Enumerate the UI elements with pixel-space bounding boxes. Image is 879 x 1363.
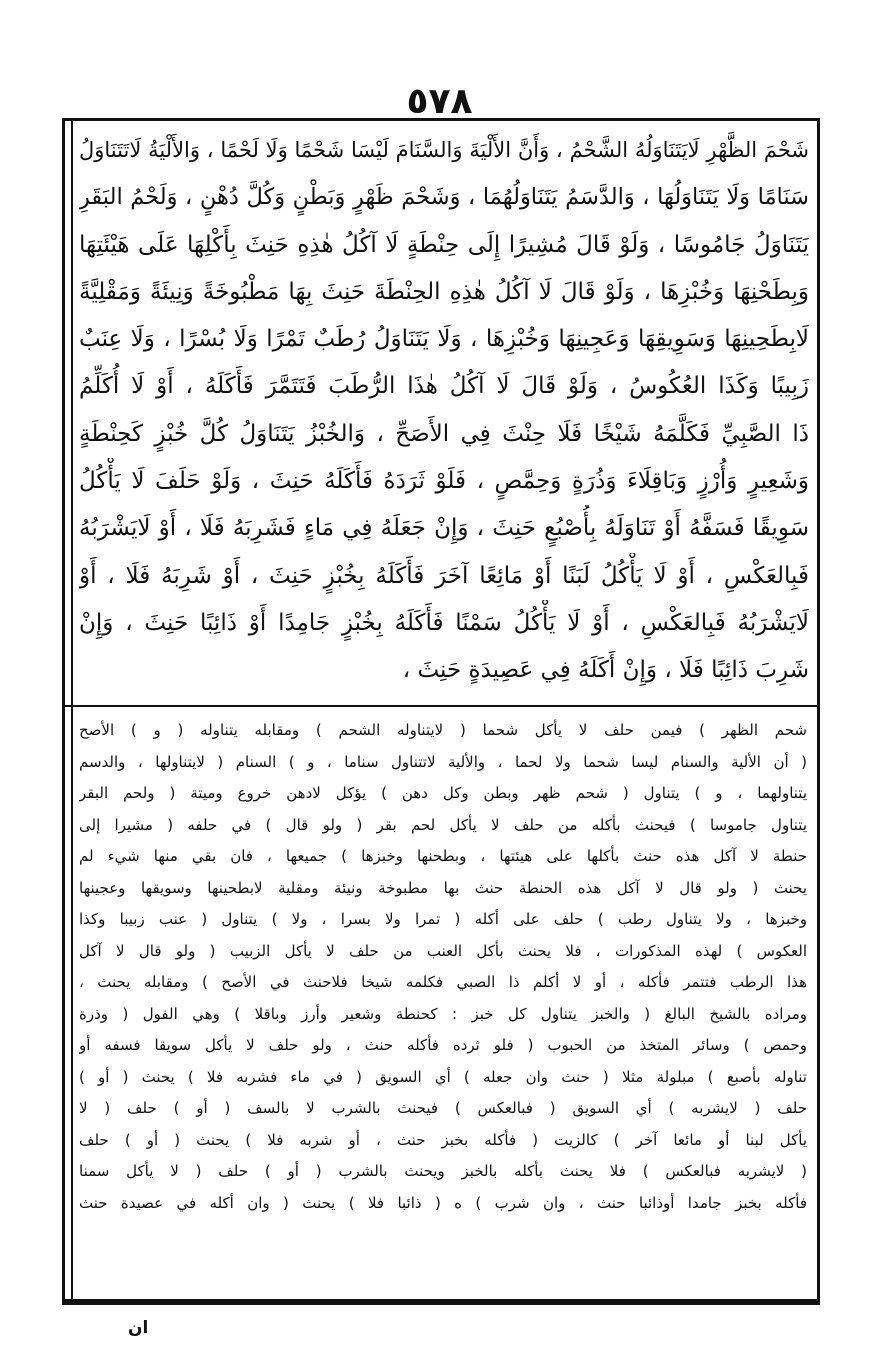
main-text-line: ذَا الصَّبِيِّ فَكَلَّمَهُ شَيْخًا فَلَا حِنْثَ فِي الأَصَحِّ ، وَالخُبْزُ يَتَنَاوَلُ كُلَّ خُبْزٍ كَحِنْطَةٍ xyxy=(79,420,809,447)
main-text-line: سَوِيقًا فَسَفَّهُ أَوْ تَنَاوَلَهُ بِأُصْبُعٍ حَنِثَ ، وَإِنْ جَعَلَهُ فِي مَاءٍ فَشَرِبَهُ فَلَا ، أَوْ لَايَشْرَبُهُ xyxy=(79,515,809,542)
commentary-line: ومراده بالشيخ البالغ ( والخبز يتناول كل خبز : كحنطة وشعير وأرز وباقلا ) وهي الفول ( وذرة xyxy=(79,1004,807,1023)
page-frame xyxy=(62,118,820,1305)
commentary-line: يحنث ( ولو قال لا آكل هذه الحنطة حنث بها مطبوخة ونيئة ومقلية لابطحينها وسويقها وعجينها xyxy=(79,878,807,897)
commentary-line: وخبزها ، ولا يتناول رطب ) حلف على أكله ( تمرا ولا بسرا ، ولا ) يتناول ( عنب زبيبا وكذا xyxy=(79,910,807,928)
main-text xyxy=(79,127,809,701)
main-text-line: سَنَامًا وَلَا يَتَنَاوَلُهَا ، وَالدَّسَمُ يَتَنَاوَلُهُمَا ، وَشَحْمَ ظَهْرٍ وَبَطْنٍ وَكُلَّ دُهْنٍ ، وَلَحْمُ البَقَرِ xyxy=(79,184,809,211)
commentary-line: هذا الرطب فتتمر فأكله ، أو لا أكلم ذا الصبي فكلمه شيخا فلاحنث في الأصح ) ومقابله يحنث ، xyxy=(79,973,807,991)
main-text-line: لَايَشْرَبُهُ فَبِالعَكْسِ ، أَوْ لَا يَأْكُلُ سَمْنًا فَأَكَلَهُ بِخُبْزٍ جَامِدًا أَوْ ذَائِبًا حَنِثَ ، وَإِنْ xyxy=(79,609,809,636)
main-text-line: لَابِطَحِينِهَا وَسَوِيقِهَا وَعَجِينِهَا وَخُبْزِهَا ، وَلَا يَتَنَاوَلُ رُطَبٌ تَمْرًا وَلَا بُسْرًا ، وَلَا عِنَبٌ xyxy=(79,326,809,353)
commentary-line: ( لايشربه فبالعكس ) فلا يحنث بأكله بالخبز ويحنث بالشرب ( أو ) حلف ( لا يأكل سمنا xyxy=(79,1162,807,1180)
commentary-line: ( أن الألية والسنام ليسا شحما ولا لحما ، والألية لاتتناول سناما ، و ) السنام ( لايتناولها ، والدسم xyxy=(79,752,807,771)
main-text-line: وَبِطَحْنِهَا وَخُبْزِهَا ، وَلَوْ قَالَ لَا آكُلُ هٰذِهِ الحِنْطَةَ حَنِثَ بِهَا مَطْبُوخَةً وَنِيئَةً وَمَقْلِيَّةً xyxy=(79,278,809,305)
section-divider xyxy=(65,705,817,707)
commentary-line: العكوس ) لهذه المذكورات ، فلا يحنث بأكل العنب من حلف لا يأكل الزبيب ( ولو قال لا آكل xyxy=(79,941,807,960)
catchword: ان xyxy=(128,1318,149,1338)
page-number: ٥٧٨ xyxy=(406,81,473,122)
main-text-line: يَتَنَاوَلُ جَامُوسًا ، وَلَوْ قَالَ مُشِيرًا إِلَى حِنْطَةٍ لَا آكُلُ هٰذِهِ حَنِثَ بِأَكْلِهَا عَلَى هَيْئَتِهَا xyxy=(79,231,809,258)
margin-rule xyxy=(71,121,73,1299)
commentary-line: وحمص ) وسائر المتخذ من الحبوب ( فلو ثرده فأكله حنث ، ولو حلف لا يأكل سويقا فسفه أو xyxy=(79,1036,807,1054)
commentary-line: شحم الظهر ) فيمن حلف لا يأكل شحما ( لايتناوله الشحم ) ومقابله يتناوله ( و ) الأصح xyxy=(79,721,807,739)
main-text-line: شَحْمَ الظَّهْرِ لَايَتَنَاوَلُهُ الشَّحْمُ ، وَأَنَّ الأَلْيَةَ وَالسَّنَامَ لَيْسَا شَحْمًا وَلَا لَحْمًا ، وَالأَلْيَةُ لَاتَتَنَاوَلُ xyxy=(79,138,809,162)
main-text-line: فَبِالعَكْسِ ، أَوْ لَا يَأْكُلُ لَبَنًا أَوْ مَائِعًا آخَرَ فَأَكَلَهُ بِخُبْزٍ حَنِثَ ، أَوْ شَرِبَهُ فَلَا ، أَوْ xyxy=(79,562,809,589)
commentary-line: فأكله بخبز جامدا أوذائبا حنث ، وان شرب ) ه ( ذائبا فلا ) يحنث ( وان أكله في عصيدة حنث xyxy=(79,1193,807,1212)
main-text-line: زَبِيبًا وَكَذَا العُكُوسُ ، وَلَوْ قَالَ لَا آكُلُ هٰذَا الرُّطَبَ فَتَتَمَّرَ فَأَكَلَهُ ، أَوْ لَا أُكَلِّمُ xyxy=(79,373,809,400)
main-text-line: وَشَعِيرٍ وَأُرْزٍ وَبَاقِلَاءَ وَذُرَةٍ وَحِمَّصٍ ، فَلَوْ ثَرَدَهُ فَأَكَلَهُ حَنِثَ ، وَلَوْ حَلَفَ لَا يَأْكُلُ xyxy=(79,468,809,495)
commentary-line: حلف ( لايشربه ) أي السويق ( فبالعكس ) فيحنث بالشرب لا بالسف ( أو ) حلف ( لا xyxy=(79,1099,807,1117)
commentary-line: تناوله بأصبع ) مبلولة مثلا ( حنث وان جعله ) أي السويق ( في ماء فشربه فلا ) يحنث ( أو ) xyxy=(79,1067,807,1086)
commentary-line: يتناولهما ، و ) يتناول ( شحم ظهر وبطن وكل دهن ) يؤكل لادهن خروع وميتة ( ولحم البقر xyxy=(79,784,807,802)
commentary-line: يأكل لبنا أو مائعا آخر ) كالزيت ( فأكله بخبز حنث ، أو شربه فلا ) يحنث ( أو ) حلف xyxy=(79,1130,807,1149)
main-text-line: شَرِبَ ذَائِبًا فَلَا ، وَإِنْ أَكَلَهُ فِي عَصِيدَةٍ حَنِثَ ، xyxy=(402,657,809,684)
commentary-line: يتناول جاموسا ) فيحنث بأكله من حلف لا يأكل لحم بقر ( ولو قال ) في حلفه ( مشيرا إلى xyxy=(79,815,807,834)
commentary-line: حنطة لا آكل هذه حنث بأكلها على هيئتها ، وبطحنها وخبزها ) جميعها ، فان بقي منها شيء لم xyxy=(79,847,807,865)
commentary-text xyxy=(79,715,807,1295)
